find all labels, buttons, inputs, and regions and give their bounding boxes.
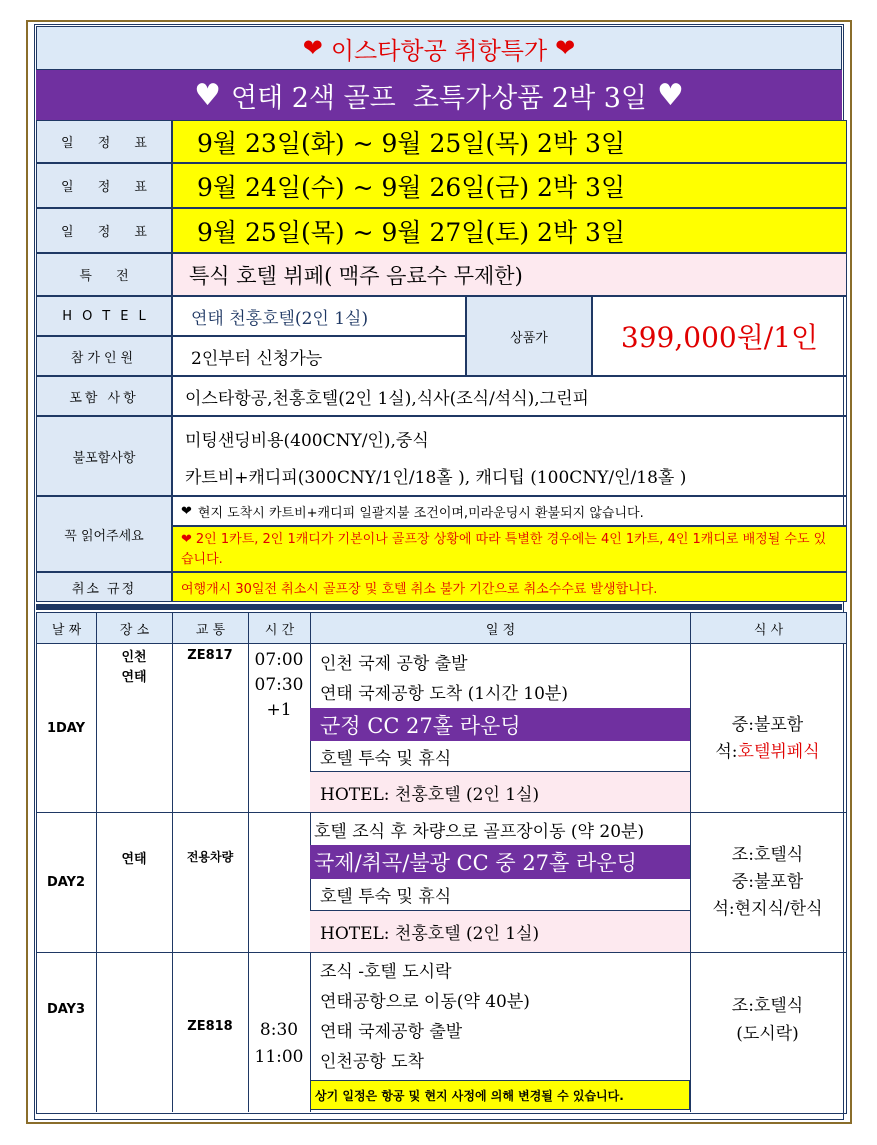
day3-label: DAY3 — [46, 1002, 86, 1017]
day3-time — [248, 1017, 310, 1071]
day2-item-2: 국제/취곡/불광 CC 중 27홀 라운딩 — [310, 845, 690, 879]
special-text: 특식 호텔 뷔페( 맥주 음료수 무제한) — [189, 263, 523, 288]
day2-meal-2: 중:불포함 — [731, 872, 804, 892]
price-text: 399,000원/1인 — [620, 321, 819, 354]
notice-text-1: 현지 도착시 카트비+캐디피 일괄지불 조건이며,미라운딩시 환불되지 않습니다. — [197, 505, 644, 521]
day1-item-5: HOTEL: 천홍호텔 (2인 1실) — [310, 772, 690, 812]
itinerary-value-2 — [172, 163, 847, 208]
subtitle-bar — [36, 70, 842, 120]
day3-transport: ZE818 — [187, 1019, 233, 1034]
itinerary-value-3 — [172, 208, 847, 253]
day1-meal-2 — [690, 739, 845, 766]
included-value — [172, 376, 847, 416]
notice-line-2 — [172, 526, 847, 572]
special-label: 특 전 — [36, 253, 172, 296]
notice-text-2: 2인 1카트, 2인 1캐디가 기본이나 골프장 상황에 따라 특별한 경우에는 4인 1카트, 4인 1캐디로 배정될 수도 있습니다. — [181, 532, 827, 567]
header-transport: 교 통 — [173, 613, 249, 643]
banner-title: 이스타항공 취항특가 — [330, 36, 548, 65]
heart-icon: ♥ — [194, 77, 221, 113]
itinerary-text: 9월 25일(목) ~ 9월 27일(토) 2박 3일 — [197, 217, 626, 247]
itinerary-label-1: 일 정 표 — [36, 120, 172, 163]
participants-text: 2인부터 신청가능 — [191, 348, 323, 369]
day1-time-2: 07:30 — [254, 675, 304, 695]
day2-meal-3: 석:현지식/한식 — [712, 899, 823, 919]
header-place: 장 소 — [97, 613, 173, 643]
day1-meal-1: 중:불포함 — [731, 715, 804, 735]
day2-transport: 전용차량 — [186, 850, 234, 864]
heart-icon: ❤ — [555, 34, 576, 62]
cancel-value — [172, 572, 847, 602]
day2-item-4: HOTEL: 천홍호텔 (2인 1실) — [310, 911, 690, 952]
day3-item-4: 인천공항 도착 — [320, 1051, 424, 1072]
price-label: 상품가 — [466, 296, 592, 376]
day2-label: DAY2 — [46, 874, 86, 890]
day3-item-2: 연태공항으로 이동(약 40분) — [320, 991, 530, 1012]
banner — [36, 26, 842, 70]
day3-schedule — [310, 952, 690, 1112]
day2-place: 연태 — [121, 852, 147, 867]
hotel-label: HOTEL — [36, 296, 172, 336]
meal-value: 호텔뷔페식 — [737, 742, 820, 762]
day3-meal — [690, 992, 845, 1048]
excluded-value — [172, 416, 847, 496]
day1-time-1: 07:00 — [254, 650, 304, 670]
special-value — [172, 253, 847, 296]
excluded-label: 불포함사항 — [36, 416, 172, 496]
notice-line-1 — [172, 496, 847, 526]
day1-meal — [690, 712, 845, 766]
price-value — [592, 296, 847, 376]
day3-meal-2: (도시락) — [736, 1024, 799, 1044]
heart-icon: ❤ — [181, 503, 192, 519]
schedule-header — [36, 612, 847, 644]
heart-icon: ❤ — [302, 34, 323, 62]
header-time: 시 간 — [249, 613, 311, 643]
day1-place: 인천 연태 — [121, 650, 147, 685]
day2-schedule — [310, 812, 690, 952]
meal-prefix: 석: — [715, 742, 738, 762]
itinerary-text: 9월 23일(화) ~ 9월 25일(목) 2박 3일 — [197, 128, 626, 158]
subtitle-title: 연태 2색 골프 초특가상품 2박 3일 — [230, 82, 647, 114]
heart-icon: ❤ — [181, 532, 192, 547]
itinerary-value-1 — [172, 120, 847, 163]
itinerary-label-2: 일 정 표 — [36, 163, 172, 208]
day2-meal — [690, 842, 845, 923]
excluded-line-1: 미팅샌딩비용(400CNY/인),중식 — [185, 431, 429, 451]
section-divider — [36, 604, 842, 610]
day3-time-1: 8:30 — [259, 1020, 299, 1040]
day1-schedule — [310, 644, 690, 812]
header-schedule: 일 정 — [311, 613, 691, 643]
participants-label: 참가인원 — [36, 336, 172, 376]
day3-item-1: 조식 -호텔 도시락 — [320, 961, 452, 982]
day1-item-2: 연태 국제공항 도착 (1시간 10분) — [320, 683, 568, 704]
included-label: 포함 사항 — [36, 376, 172, 416]
day3-item-3: 연태 국제공항 출발 — [320, 1021, 463, 1042]
header-meal: 식 사 — [753, 622, 784, 638]
day3-time-2: 11:00 — [254, 1047, 304, 1067]
day3-meal-1: 조:호텔식 — [731, 996, 804, 1016]
day1-time — [248, 648, 310, 723]
heart-icon: ♥ — [657, 77, 684, 113]
day1-item-4: 호텔 투숙 및 휴식 — [310, 741, 690, 772]
cancel-label: 취소 규정 — [36, 572, 172, 602]
day2-item-3: 호텔 투숙 및 휴식 — [310, 879, 690, 911]
itinerary-text: 9월 24일(수) ~ 9월 26일(금) 2박 3일 — [197, 172, 626, 202]
day1-item-3: 군정 CC 27홀 라운딩 — [310, 708, 690, 741]
day1-label: 1DAY — [46, 720, 86, 736]
cancel-text: 여행개시 30일전 취소시 골프장 및 호텔 취소 불가 기간으로 취소수수료 발생합니다. — [181, 581, 658, 597]
notice-label: 꼭 읽어주세요 — [36, 496, 172, 572]
participants-value — [172, 336, 466, 376]
hotel-text: 연태 천홍호텔(2인 1실) — [191, 308, 369, 329]
itinerary-label-3: 일 정 표 — [36, 208, 172, 253]
included-text: 이스타항공,천홍호텔(2인 1실),식사(조식/석식),그린피 — [185, 388, 589, 409]
day1-item-1: 인천 국제 공항 출발 — [320, 653, 468, 674]
day1-transport: ZE817 — [187, 648, 233, 663]
day2-meal-1: 조:호텔식 — [731, 845, 804, 865]
day1-time-3: +1 — [266, 700, 292, 720]
day2-item-1: 호텔 조식 후 차량으로 골프장이동 (약 20분) — [314, 821, 645, 842]
header-date: 날 짜 — [37, 613, 97, 643]
excluded-line-2: 카트비+캐디피(300CNY/1인/18홀 ), 캐디팁 (100CNY/인/18홀 ) — [185, 468, 687, 488]
day3-footnote: 상기 일정은 항공 및 현지 사정에 의해 변경될 수 있습니다. — [310, 1080, 690, 1110]
hotel-value — [172, 296, 466, 336]
